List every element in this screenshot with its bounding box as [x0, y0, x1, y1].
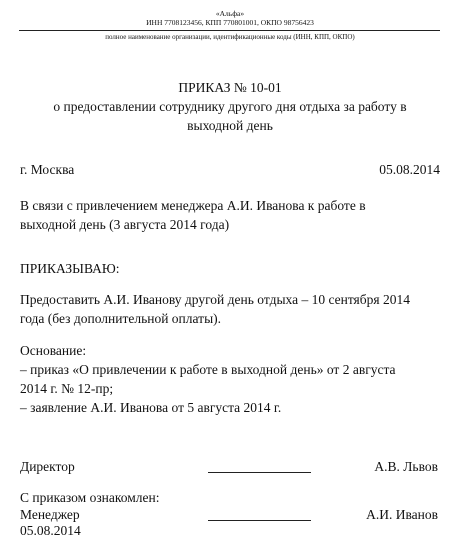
letterhead-caption: полное наименование организации, идентификационные коды (ИНН, КПП, ОКПО) — [105, 33, 355, 41]
director-title: Директор — [20, 459, 75, 474]
basis-line: – заявление А.И. Иванова от 5 августа 2014 г. — [20, 400, 282, 415]
acquainted-label: С приказом ознакомлен: — [20, 490, 160, 505]
directive-line: Предоставить А.И. Иванову другой день отдыха – 10 сентября 2014 — [20, 292, 410, 307]
order-subject-line: о предоставлении сотруднику другого дня отдыха за работу в — [53, 99, 407, 114]
director-name: А.В. Львов — [374, 459, 438, 474]
preamble-line: В связи с привлечением менеджера А.И. Иванова к работе в — [20, 198, 366, 213]
order-date: 05.08.2014 — [379, 162, 440, 177]
order-preamble — [20, 196, 445, 234]
basis-label: Основание: — [20, 343, 87, 358]
employee-name: А.И. Иванов — [366, 507, 438, 522]
letterhead-divider — [19, 30, 440, 31]
order-city: г. Москва — [20, 162, 75, 177]
employee-title: Менеджер — [20, 507, 80, 522]
order-basis — [20, 341, 445, 417]
directive-line: года (без дополнительной оплаты). — [20, 311, 222, 326]
director-signature-line — [208, 472, 311, 473]
employee-sign-date: 05.08.2014 — [20, 523, 81, 538]
order-title-block — [20, 78, 440, 135]
order-title: ПРИКАЗ № 10-01 — [178, 80, 282, 95]
preamble-line: выходной день (3 августа 2014 года) — [20, 217, 230, 232]
employee-signature-line — [208, 520, 311, 521]
basis-line: – приказ «О привлечении к работе в выходной день» от 2 августа — [20, 362, 396, 377]
organization-name: «Альфа» — [215, 9, 245, 18]
order-directive — [20, 290, 445, 328]
order-word: ПРИКАЗЫВАЮ: — [20, 261, 120, 276]
order-subject-line: выходной день — [187, 118, 273, 133]
organization-codes: ИНН 7708123456, КПП 770801001, ОКПО 98756423 — [146, 18, 314, 27]
basis-line: 2014 г. № 12-пр; — [20, 381, 114, 396]
